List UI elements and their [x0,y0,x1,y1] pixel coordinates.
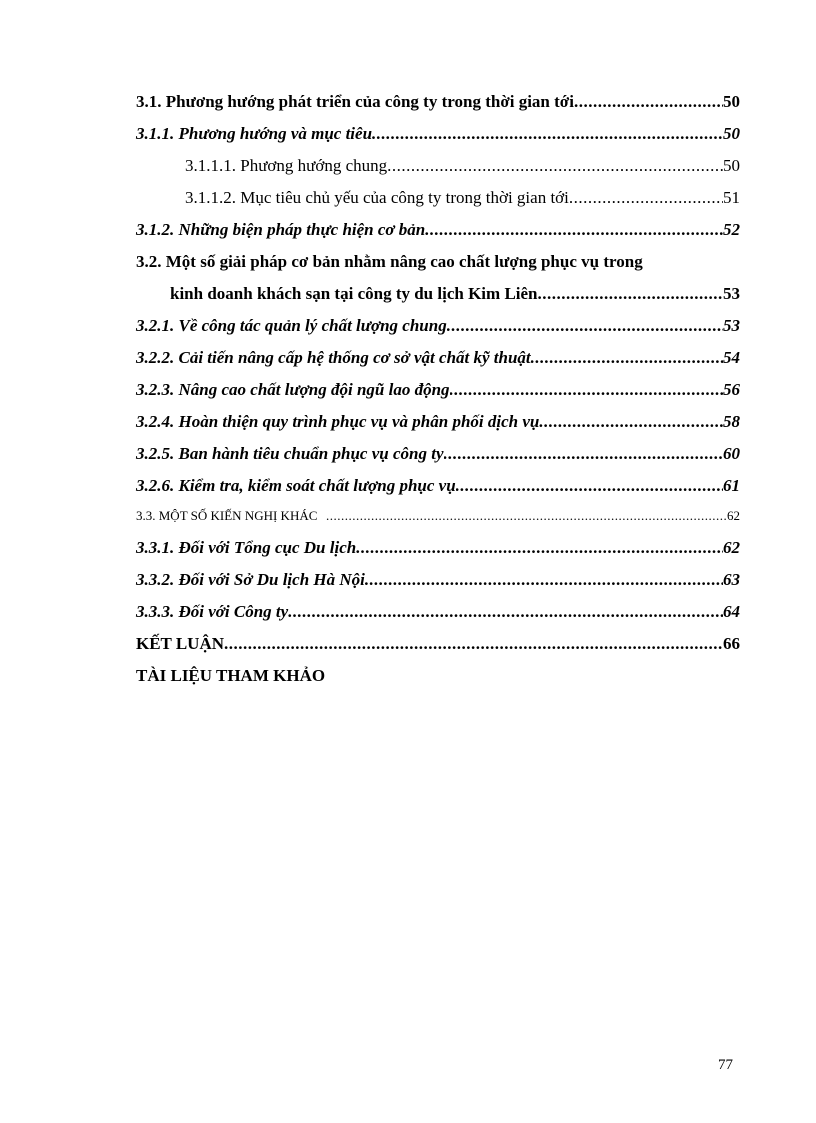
toc-entry-page: 53 [723,316,740,335]
toc-entry-title: 3.2.4. Hoàn thiện quy trình phục vụ và phân phối dịch vụ [136,412,540,431]
toc-entry[interactable] [136,538,740,558]
toc-entry-title: 3.1.2. Những biện pháp thực hiện cơ bản [136,220,426,239]
toc-entry[interactable] [136,316,740,336]
toc-entry-title: 3.3.2. Đối với Sở Du lịch Hà Nội [136,570,365,589]
toc-leader [387,156,723,176]
toc-leader [356,538,723,558]
toc-entry-title: KẾT LUẬN [136,634,225,653]
toc-leader [531,348,723,368]
toc-entry[interactable] [136,380,740,400]
page-number: 77 [718,1057,733,1073]
toc-entry-page: 61 [723,476,740,495]
toc-entry-page: 63 [723,570,740,589]
toc-entry-title: 3.2.6. Kiểm tra, kiểm soát chất lượng phục vụ [136,476,456,495]
toc-entry[interactable] [136,348,740,368]
toc-entry[interactable] [136,634,740,654]
toc-leader [569,188,723,208]
toc-leader [425,220,723,240]
toc-leader [365,570,723,590]
toc-leader [288,602,723,622]
toc-leader [447,316,723,336]
toc-entry[interactable] [136,476,740,496]
toc-entry[interactable] [136,124,740,144]
toc-entry-title: 3.3.1. Đối với Tổng cục Du lịch [136,538,357,557]
toc-entry[interactable] [136,666,740,686]
toc-entry-page: 56 [723,380,740,399]
toc-entry[interactable] [136,506,740,526]
toc-entry[interactable] [136,412,740,432]
toc-entry-page: 50 [723,156,740,175]
toc-entry-page: 52 [723,220,740,239]
toc-entry-title-line1: 3.2. Một số giải pháp cơ bản nhằm nâng cao chất lượng phục vụ trong [136,252,643,271]
toc-entry-title: 3.1.1.2. Mục tiêu chủ yếu của công ty trong thời gian tới [185,188,569,207]
toc-entry-page: 50 [723,92,740,111]
toc-entry[interactable] [136,92,740,112]
toc-entry-page: 60 [723,444,740,463]
toc-entry-title: 3.2.2. Cải tiến nâng cấp hệ thống cơ sở vật chất kỹ thuật [136,348,531,367]
toc-entry-title: 3.1.1.1. Phương hướng chung [185,156,388,175]
toc-leader [539,412,723,432]
toc-entry-title-line2: kinh doanh khách sạn tại công ty du lịch Kim Liên [170,284,538,303]
toc-leader [326,506,727,526]
toc-leader [450,380,723,400]
toc-entry-page: 58 [723,412,740,431]
toc-entry[interactable] [136,602,740,622]
toc-leader [574,92,723,112]
toc-entry-page: 64 [723,602,740,621]
toc-entry-title: TÀI LIỆU THAM KHẢO [136,666,326,685]
toc-entry-page: 51 [723,188,740,207]
toc-leader [538,284,723,304]
toc-entry[interactable] [136,220,740,240]
toc-entry-title: 3.1.1. Phương hướng và mục tiêu [136,124,373,143]
toc-entry[interactable] [136,156,740,176]
toc-entry-title: 3.3.3. Đối với Công ty [136,602,289,621]
toc-entry-page: 62 [727,508,740,523]
toc-entry-multiline[interactable] [136,252,740,304]
toc-entry-page: 54 [723,348,740,367]
toc-entry-page: 50 [723,124,740,143]
toc-leader [456,476,723,496]
toc-entry-title: 3.2.1. Về công tác quản lý chất lượng chung [136,316,447,335]
toc-entry-title: 3.2.3. Nâng cao chất lượng đội ngũ lao động [136,380,450,399]
toc-entry-title: 3.3. MỘT SỐ KIẾN NGHỊ KHÁC [136,508,318,523]
toc-entry-title-line2-row [136,284,740,304]
toc-entry[interactable] [136,444,740,464]
toc-entry-page: 62 [723,538,740,557]
toc-entry-title: 3.2.5. Ban hành tiêu chuẩn phục vụ công ty [136,444,444,463]
toc-entry[interactable] [136,570,740,590]
toc-entry-page: 66 [723,634,740,653]
toc-leader [444,444,724,464]
toc-entry-title: 3.1. Phương hướng phát triển của công ty trong thời gian tới [136,92,574,111]
toc-entry[interactable] [136,188,740,208]
toc-leader [224,634,723,654]
table-of-contents [136,92,740,686]
toc-entry-page: 53 [723,284,740,303]
toc-leader [372,124,723,144]
